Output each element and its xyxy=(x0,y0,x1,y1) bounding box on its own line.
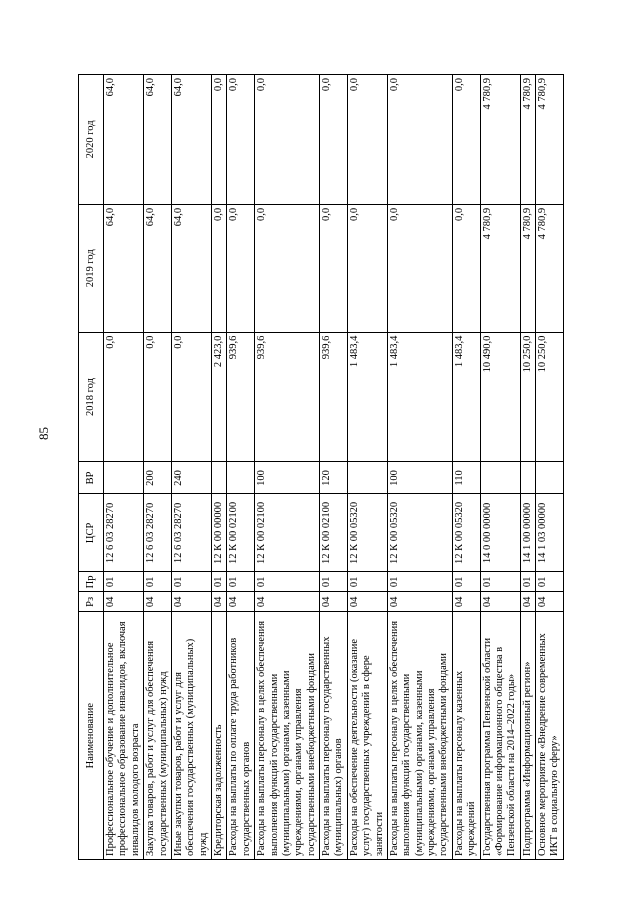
row-csr: 12 К 00 02100 xyxy=(320,494,348,572)
row-pr: 01 xyxy=(480,572,520,592)
row-csr: 12 К 00 02100 xyxy=(255,494,320,572)
row-csr: 12 К 00 00000 xyxy=(212,494,227,572)
table-row xyxy=(536,75,564,860)
table-row xyxy=(387,75,452,860)
row-2019: 4 780,9 xyxy=(520,204,535,332)
row-pr: 01 xyxy=(536,572,564,592)
row-rz: 04 xyxy=(227,592,255,612)
row-vr xyxy=(227,462,255,494)
row-2018: 10 490,0 xyxy=(480,332,520,462)
row-csr: 12 6 03 28270 xyxy=(144,494,172,572)
row-2018: 10 250,0 xyxy=(520,332,535,462)
row-rz: 04 xyxy=(320,592,348,612)
row-csr: 14 1 00 00000 xyxy=(520,494,535,572)
row-2020: 4 780,9 xyxy=(520,75,535,205)
row-2019: 0,0 xyxy=(347,204,387,332)
row-csr: 14 0 00 00000 xyxy=(480,494,520,572)
row-pr: 01 xyxy=(144,572,172,592)
row-2018: 939,6 xyxy=(227,332,255,462)
row-pr: 01 xyxy=(347,572,387,592)
row-rz: 04 xyxy=(536,592,564,612)
row-2019: 0,0 xyxy=(255,204,320,332)
row-2019: 0,0 xyxy=(452,204,480,332)
row-name: Кредиторская задолженность xyxy=(212,612,227,860)
row-2020: 64,0 xyxy=(144,75,172,205)
row-csr: 12 6 03 28270 xyxy=(171,494,211,572)
row-vr: 240 xyxy=(171,462,211,494)
row-2019: 64,0 xyxy=(144,204,172,332)
row-vr: 200 xyxy=(144,462,172,494)
row-pr: 01 xyxy=(104,572,144,592)
table-row xyxy=(104,75,144,860)
header-2020: 2020 год xyxy=(79,75,104,205)
row-rz: 04 xyxy=(347,592,387,612)
row-csr: 12 К 00 05320 xyxy=(387,494,452,572)
row-csr: 12 6 03 28270 xyxy=(104,494,144,572)
row-2019: 64,0 xyxy=(104,204,144,332)
header-pr: Пр xyxy=(79,572,104,592)
row-vr: 110 xyxy=(452,462,480,494)
page-number: 85 xyxy=(36,427,51,440)
row-pr: 01 xyxy=(387,572,452,592)
row-pr: 01 xyxy=(212,572,227,592)
row-vr xyxy=(347,462,387,494)
row-2019: 0,0 xyxy=(387,204,452,332)
row-2020: 0,0 xyxy=(320,75,348,205)
row-rz: 04 xyxy=(104,592,144,612)
header-csr: ЦСР xyxy=(79,494,104,572)
row-name: Расходы на выплаты персоналу в целях обеспечения выполнения функций государственными (муниципальными) органами, казенными учреждениями, органами управления государственными внебюджетными фондами xyxy=(387,612,452,860)
row-name: Иные закупки товаров, работ и услуг для обеспечения государственных (муниципальных) нужд xyxy=(171,612,211,860)
row-2018: 1 483,4 xyxy=(347,332,387,462)
row-2020: 0,0 xyxy=(387,75,452,205)
row-2018: 0,0 xyxy=(144,332,172,462)
row-name: Профессиональное обучение и дополнительное профессиональное образование инвалидов, включая инвалидов молодого возраста xyxy=(104,612,144,860)
row-2020: 0,0 xyxy=(227,75,255,205)
row-name: Расходы на выплаты по оплате труда работников государственных органов xyxy=(227,612,255,860)
row-name: Расходы на выплаты персоналу казенных учреждений xyxy=(452,612,480,860)
table-row xyxy=(227,75,255,860)
row-2018: 939,6 xyxy=(255,332,320,462)
row-2018: 10 250,0 xyxy=(536,332,564,462)
row-2018: 0,0 xyxy=(171,332,211,462)
row-name: Расходы на обеспечение деятельности (оказание услуг) государственных учреждений в сфере занятости xyxy=(347,612,387,860)
row-vr xyxy=(212,462,227,494)
row-2018: 0,0 xyxy=(104,332,144,462)
row-pr: 01 xyxy=(320,572,348,592)
row-vr xyxy=(536,462,564,494)
row-pr: 01 xyxy=(520,572,535,592)
budget-table xyxy=(78,74,564,860)
row-2020: 0,0 xyxy=(255,75,320,205)
row-pr: 01 xyxy=(452,572,480,592)
row-rz: 04 xyxy=(171,592,211,612)
row-name: Закупка товаров, работ и услуг для обеспечения государственных (муниципальных) нужд xyxy=(144,612,172,860)
row-2020: 4 780,9 xyxy=(480,75,520,205)
row-2018: 2 423,0 xyxy=(212,332,227,462)
row-rz: 04 xyxy=(452,592,480,612)
row-2020: 64,0 xyxy=(104,75,144,205)
row-name: Подпрограмма «Информационный регион» xyxy=(520,612,535,860)
header-vr: ВР xyxy=(79,462,104,494)
row-vr: 100 xyxy=(255,462,320,494)
row-vr xyxy=(104,462,144,494)
row-vr: 100 xyxy=(387,462,452,494)
row-2020: 0,0 xyxy=(347,75,387,205)
header-2018: 2018 год xyxy=(79,332,104,462)
row-2019: 0,0 xyxy=(227,204,255,332)
row-csr: 12 К 00 05320 xyxy=(452,494,480,572)
header-2019: 2019 год xyxy=(79,204,104,332)
row-rz: 04 xyxy=(255,592,320,612)
row-name: Расходы на выплаты персоналу государственных (муниципальных) органов xyxy=(320,612,348,860)
row-csr: 12 К 00 02100 xyxy=(227,494,255,572)
row-rz: 04 xyxy=(212,592,227,612)
row-2019: 0,0 xyxy=(212,204,227,332)
table-row xyxy=(255,75,320,860)
row-name: Основное мероприятие «Внедрение современных ИКТ в социальную сферу» xyxy=(536,612,564,860)
row-csr: 12 К 00 05320 xyxy=(347,494,387,572)
row-2020: 4 780,9 xyxy=(536,75,564,205)
row-vr xyxy=(480,462,520,494)
row-2019: 4 780,9 xyxy=(480,204,520,332)
row-rz: 04 xyxy=(520,592,535,612)
row-2019: 0,0 xyxy=(320,204,348,332)
row-2018: 1 483,4 xyxy=(387,332,452,462)
row-2019: 64,0 xyxy=(171,204,211,332)
row-name: Расходы на выплаты персоналу в целях обеспечения выполнения функций государственными (муниципальными) органами, казенными учреждениями, органами управления государственными внебюджетными фондами xyxy=(255,612,320,860)
row-2018: 939,6 xyxy=(320,332,348,462)
table-row xyxy=(452,75,480,860)
table-row xyxy=(144,75,172,860)
header-name: Наименование xyxy=(79,612,104,860)
row-pr: 01 xyxy=(171,572,211,592)
table-row xyxy=(520,75,535,860)
table-row xyxy=(480,75,520,860)
row-vr: 120 xyxy=(320,462,348,494)
row-csr: 14 1 03 00000 xyxy=(536,494,564,572)
table-row xyxy=(212,75,227,860)
header-rz: Рз xyxy=(79,592,104,612)
row-2020: 64,0 xyxy=(171,75,211,205)
table-header-row xyxy=(79,75,104,860)
row-2019: 4 780,9 xyxy=(536,204,564,332)
table-row xyxy=(320,75,348,860)
row-rz: 04 xyxy=(387,592,452,612)
row-2020: 0,0 xyxy=(212,75,227,205)
rotated-page-content xyxy=(78,74,614,860)
row-pr: 01 xyxy=(227,572,255,592)
row-name: Государственная программа Пензенской области «Формирование информационного общества в Пензенской области на 2014–2022 годы» xyxy=(480,612,520,860)
table-row xyxy=(171,75,211,860)
row-rz: 04 xyxy=(480,592,520,612)
row-2020: 0,0 xyxy=(452,75,480,205)
row-pr: 01 xyxy=(255,572,320,592)
row-vr xyxy=(520,462,535,494)
table-row xyxy=(347,75,387,860)
row-2018: 1 483,4 xyxy=(452,332,480,462)
row-rz: 04 xyxy=(144,592,172,612)
